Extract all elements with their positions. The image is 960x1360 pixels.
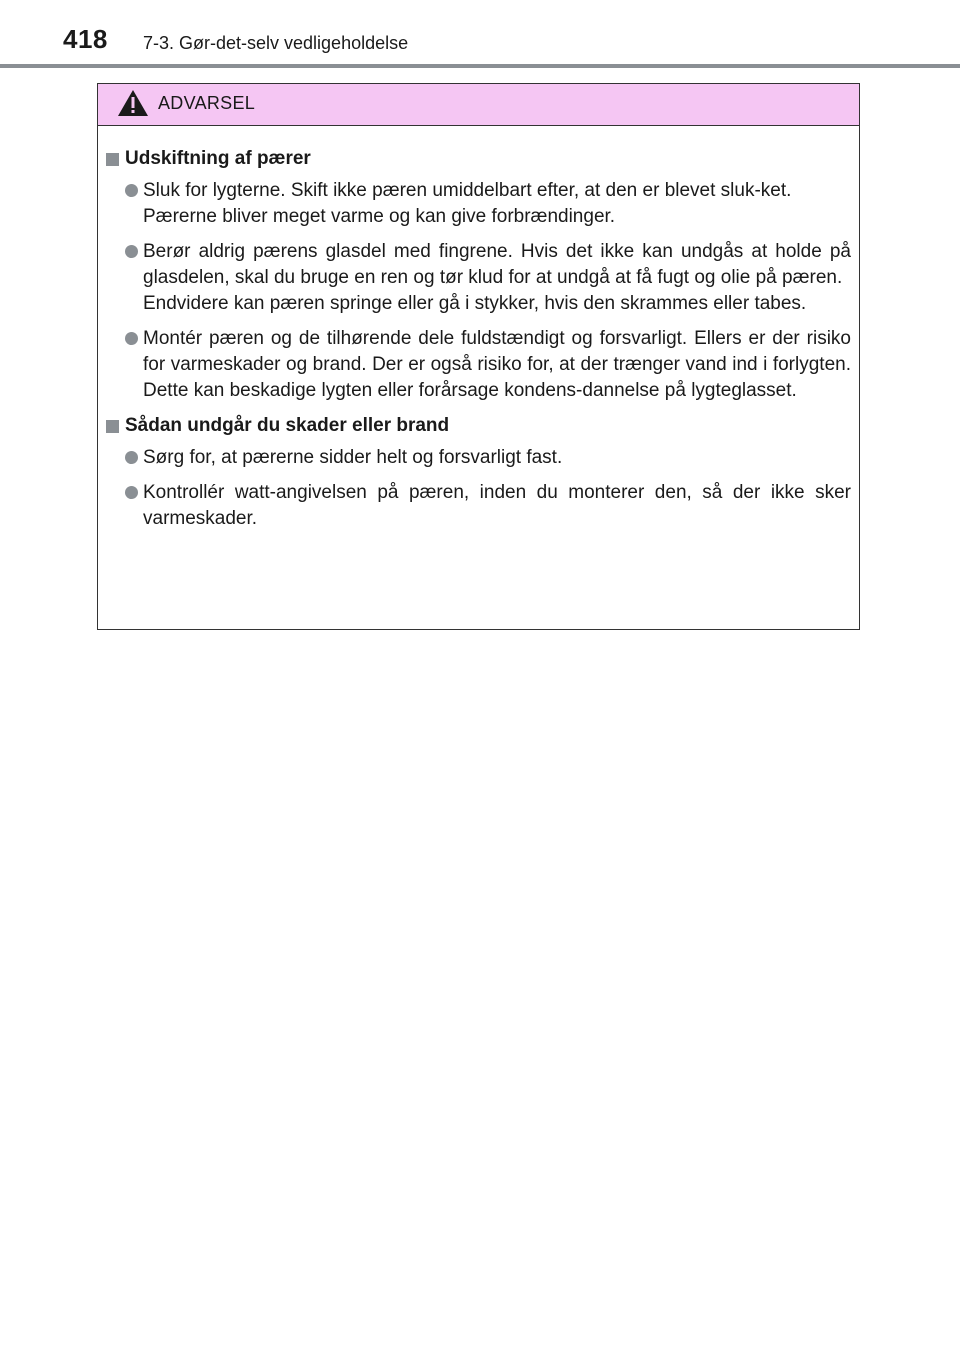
paragraph: Sørg for, at pærerne sidder helt og forsvarligt fast. bbox=[143, 447, 563, 468]
warning-triangle-icon bbox=[117, 89, 149, 117]
warning-header bbox=[98, 84, 859, 126]
square-bullet-icon bbox=[106, 420, 119, 433]
list-item bbox=[125, 480, 851, 532]
warning-section bbox=[106, 146, 851, 404]
paragraph: Montér pæren og de tilhørende dele fuldstændigt og forsvarligt. Ellers er der risiko for varmeskader og brand. Der er også risiko for, at der trænger vand ind i forlygten. Dette kan beskadige lygten eller forårsage kondens-dannelse på lygteglasset. bbox=[143, 328, 851, 401]
paragraph: Berør aldrig pærens glasdel med fingrene. Hvis det ikke kan undgås at holde på glasdelen, skal du bruge en ren og tør klud for at undgå at få fugt og olie på pæren. bbox=[143, 241, 851, 288]
section-title: 7-3. Gør-det-selv vedligeholdelse bbox=[143, 33, 409, 53]
list-item bbox=[125, 326, 851, 404]
list-item-text bbox=[143, 480, 851, 532]
round-bullet-icon bbox=[125, 184, 138, 197]
page-number: 418 bbox=[63, 24, 108, 54]
section-heading bbox=[106, 146, 851, 172]
list-item bbox=[125, 445, 851, 471]
list-item bbox=[125, 239, 851, 317]
paragraph: Kontrollér watt-angivelsen på pæren, inden du monterer den, så der ikke sker varmeskader. bbox=[143, 482, 851, 529]
section-heading-text: Udskiftning af pærer bbox=[125, 148, 311, 169]
warning-box bbox=[97, 83, 860, 630]
list-item bbox=[125, 178, 851, 230]
paragraph: Pærerne bliver meget varme og kan give forbrændinger. bbox=[143, 206, 616, 227]
round-bullet-icon bbox=[125, 486, 138, 499]
warning-section bbox=[106, 413, 851, 532]
round-bullet-icon bbox=[125, 332, 138, 345]
section-heading bbox=[106, 413, 851, 439]
square-bullet-icon bbox=[106, 153, 119, 166]
list-item-text bbox=[143, 178, 851, 230]
page-header bbox=[0, 0, 960, 70]
header-divider bbox=[0, 64, 960, 68]
paragraph: Sluk for lygterne. Skift ikke pæren umiddelbart efter, at den er blevet sluk-ket. bbox=[143, 180, 792, 201]
warning-title: ADVARSEL bbox=[158, 93, 256, 113]
warning-body bbox=[98, 126, 859, 532]
list-item-text bbox=[143, 326, 851, 404]
list-item-text bbox=[143, 445, 851, 471]
round-bullet-icon bbox=[125, 451, 138, 464]
round-bullet-icon bbox=[125, 245, 138, 258]
paragraph: Endvidere kan pæren springe eller gå i stykker, hvis den skrammes eller tabes. bbox=[143, 293, 807, 314]
list-item-text bbox=[143, 239, 851, 317]
section-heading-text: Sådan undgår du skader eller brand bbox=[125, 415, 450, 436]
